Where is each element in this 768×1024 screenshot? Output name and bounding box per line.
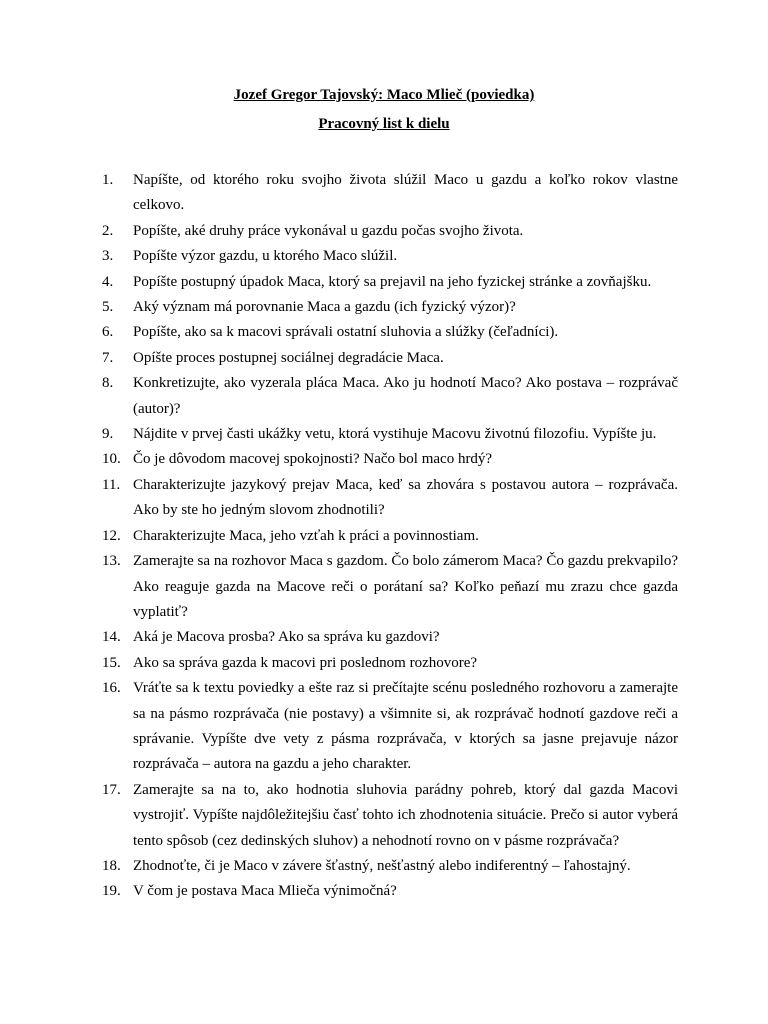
question-text: Konkretizujte, ako vyzerala pláca Maca. Ako ju hodnotí Maco? Ako postava – rozprávač (autor)? bbox=[133, 375, 678, 417]
question-text: Nájdite v prvej časti ukážky vetu, ktorá vystihuje Macovu životnú filozofiu. Vypíšte ju. bbox=[133, 426, 657, 443]
question-list bbox=[0, 168, 768, 905]
question-number: 4. bbox=[102, 273, 114, 290]
question-number: 18. bbox=[102, 857, 121, 874]
question-item bbox=[0, 244, 768, 269]
question-text: V čom je postava Maca Mlieča výnimočná? bbox=[133, 883, 397, 900]
question-number: 7. bbox=[102, 349, 114, 366]
question-item bbox=[0, 854, 768, 879]
question-text: Napíšte, od ktorého roku svojho života slúžil Maco u gazdu a koľko rokov vlastne celkovo. bbox=[133, 172, 678, 214]
question-number: 9. bbox=[102, 426, 114, 443]
question-number: 10. bbox=[102, 451, 121, 468]
question-item bbox=[0, 422, 768, 447]
question-number: 1. bbox=[102, 172, 114, 188]
question-number: 12. bbox=[102, 527, 121, 544]
question-text: Vráťte sa k textu poviedky a ešte raz si prečítajte scénu posledného rozhovoru a zamerajte sa na pásmo rozprávača (nie postavy) a všimnite si, ak rozprávač hodnotí gazdove reči a správanie. Vypíšte dve vety z pásma rozprávača, v ktorých sa jasne prejavuje názor rozprávača – autora na gazdu a jeho charakter. bbox=[133, 680, 678, 773]
question-item bbox=[0, 676, 768, 778]
question-text: Aký význam má porovnanie Maca a gazdu (ich fyzický výzor)? bbox=[133, 299, 516, 316]
question-text: Charakterizujte jazykový prejav Maca, keď sa zhovára s postavou autora – rozprávača. Ako by ste ho jedným slovom zhodnotili? bbox=[133, 476, 678, 519]
question-number: 19. bbox=[102, 883, 121, 900]
question-item bbox=[0, 346, 768, 371]
question-text: Opíšte proces postupnej sociálnej degradácie Maca. bbox=[133, 349, 444, 366]
question-text: Zamerajte sa na rozhovor Maca s gazdom. Čo bolo zámerom Maca? Čo gazdu prekvapilo? Ako reaguje gazda na Macove reči o porátaní sa? Koľko peňazí mu zrazu chce gazda vyplatiť? bbox=[133, 553, 678, 620]
question-number: 14. bbox=[102, 629, 121, 646]
question-item bbox=[0, 473, 768, 524]
question-item bbox=[0, 295, 768, 320]
question-item bbox=[0, 778, 768, 854]
question-item bbox=[0, 371, 768, 422]
question-number: 8. bbox=[102, 375, 114, 392]
question-text: Aká je Macova prosba? Ako sa správa ku gazdovi? bbox=[133, 629, 440, 646]
question-number: 2. bbox=[102, 222, 114, 239]
question-item bbox=[0, 879, 768, 904]
document-subtitle: Pracovný list k dielu bbox=[318, 116, 450, 132]
question-number: 6. bbox=[102, 324, 114, 341]
question-number: 5. bbox=[102, 299, 114, 316]
question-text: Popíšte, aké druhy práce vykonával u gazdu počas svojho života. bbox=[133, 222, 524, 239]
question-text: Čo je dôvodom macovej spokojnosti? Načo bol maco hrdý? bbox=[133, 451, 493, 468]
question-item bbox=[0, 651, 768, 676]
question-number: 11. bbox=[102, 476, 121, 493]
question-item bbox=[0, 270, 768, 295]
question-item bbox=[0, 447, 768, 472]
question-item bbox=[0, 320, 768, 345]
question-text: Popíšte výzor gazdu, u ktorého Maco slúžil. bbox=[133, 248, 398, 265]
question-item bbox=[0, 549, 768, 625]
question-text: Zhodnoťte, či je Maco v závere šťastný, nešťastný alebo indiferentný – ľahostajný. bbox=[133, 857, 631, 874]
question-item bbox=[0, 219, 768, 244]
question-number: 15. bbox=[102, 654, 121, 671]
question-item bbox=[0, 524, 768, 549]
question-item bbox=[0, 625, 768, 650]
document-title: Jozef Gregor Tajovský: Maco Mlieč (poviedka) bbox=[233, 87, 535, 103]
question-item bbox=[0, 168, 768, 219]
question-text: Popíšte, ako sa k macovi správali ostatní sluhovia a slúžky (čeľadníci). bbox=[133, 324, 559, 341]
question-number: 17. bbox=[102, 781, 121, 798]
question-number: 13. bbox=[102, 553, 121, 570]
question-text: Charakterizujte Maca, jeho vzťah k práci a povinnostiam. bbox=[133, 527, 479, 544]
question-number: 3. bbox=[102, 248, 114, 265]
question-text: Ako sa správa gazda k macovi pri poslednom rozhovore? bbox=[133, 654, 478, 671]
question-number: 16. bbox=[102, 680, 121, 697]
question-text: Popíšte postupný úpadok Maca, ktorý sa prejavil na jeho fyzickej stránke a zovňajšku. bbox=[133, 273, 652, 290]
question-text: Zamerajte sa na to, ako hodnotia sluhovia parádny pohreb, ktorý dal gazda Macovi vystrojiť. Vypíšte najdôležitejšiu časť tohto ich zhodnotenia situácie. Prečo si autor vyberá tento spôsob (cez dedinských sluhov) a nehodnotí rovno on v pásme rozprávača? bbox=[133, 781, 678, 849]
